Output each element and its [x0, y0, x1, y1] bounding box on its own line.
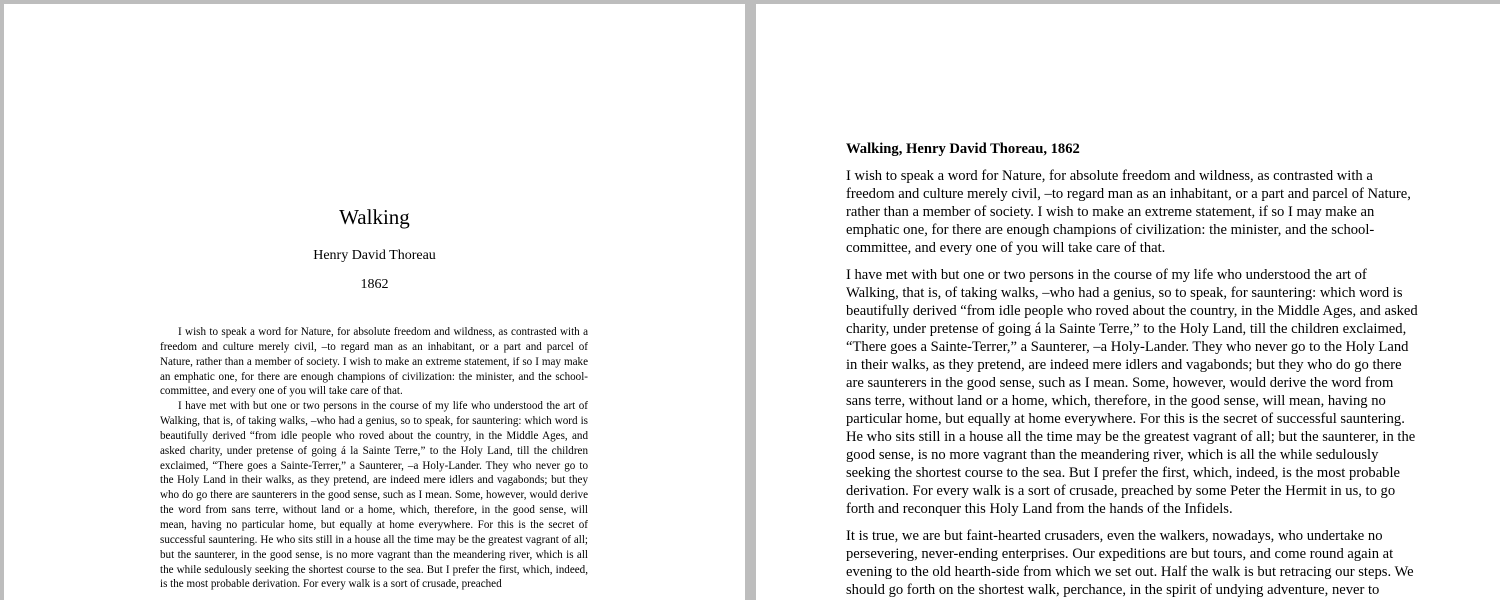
- right-page-body: [846, 167, 1422, 600]
- body-paragraph: I wish to speak a word for Nature, for absolute freedom and wildness, as contrasted with a freedom and culture merely civil, –to regard man as an inhabitant, or a part and parcel of Nature, rather than a member of society. I wish to make an extreme statement, if so I may make an emphatic one, for there are enough champions of civilization: the minister, and the school-committee, and every one of you will take care of that.: [160, 326, 588, 398]
- document-title: Walking: [339, 205, 410, 229]
- body-paragraph: It is true, we are but faint-hearted crusaders, even the walkers, nowadays, who undertake no persevering, never-ending enterprises. Our expeditions are but tours, and come round again at evening to the old hearth-side from which we set out. Half the walk is but retracing our steps. We should go forth on the shortest walk, perchance, in the spirit of undying adventure, never to: [846, 528, 1414, 598]
- document-author: Henry David Thoreau: [313, 248, 436, 263]
- left-page-body: [160, 325, 588, 592]
- body-paragraph: I have met with but one or two persons in the course of my life who understood the art of Walking, that is, of taking walks, –who had a genius, so to speak, for sauntering: which word is beautifully derived “from idle people who roved about the country, in the Middle Ages, and asked charity, under pretense of going á la Sainte Terre,” to the Holy Land, till the children exclaimed, “There goes a Sainte-Terrer,” a Saunterer, –a Holy-Lander. They who never go to the Holy Land in their walks, as they pretend, are indeed mere idlers and vagabonds; but they who do go there are saunterers in the good sense, such as I mean. Some, however, would derive the word from sans terre, without land or a home, which, therefore, in the good sense, will mean, having no particular home, but equally at home everywhere. For this is the secret of successful sauntering. He who sits still in a house all the time may be the greatest vagrant of all; but the saunterer, in the good sense, is no more vagrant than the meandering river, which is all the while sedulously seeking the shortest course to the sea. But I prefer the first, which, indeed, is the most probable derivation. For every walk is a sort of crusade, preached: [160, 400, 588, 591]
- reflow-page-right[interactable]: [756, 4, 1500, 600]
- pdf-page-left[interactable]: [4, 4, 745, 600]
- document-year: 1862: [360, 277, 389, 292]
- reflow-heading: Walking, Henry David Thoreau, 1862: [846, 141, 1080, 157]
- body-paragraph: I have met with but one or two persons in the course of my life who understood the art of Walking, that is, of taking walks, –who had a genius, so to speak, for sauntering: which word is beautifully derived “from idle people who roved about the country, in the Middle Ages, and asked charity, under pretense of going á la Sainte Terre,” to the Holy Land, till the children exclaimed, “There goes a Sainte-Terrer,” a Saunterer, –a Holy-Lander. They who never go to the Holy Land in their walks, as they pretend, are indeed mere idlers and vagabonds; but they who do go there are saunterers in the good sense, such as I mean. Some, however, would derive the word from sans terre, without land or a home, which, therefore, in the good sense, will mean, having no particular home, but equally at home everywhere. For this is the secret of successful sauntering. He who sits still in a house all the time may be the greatest vagrant of all; but the saunterer, in the good sense, is no more vagrant than the meandering river, which is all the while sedulously seeking the shortest course to the sea. But I prefer the first, which, indeed, is the most probable derivation. For every walk is a sort of crusade, preached by some Peter the Hermit in us, to go forth and reconquer this Holy Land from the hands of the Infidels.: [846, 267, 1418, 517]
- body-paragraph: I wish to speak a word for Nature, for absolute freedom and wildness, as contrasted with a freedom and culture merely civil, –to regard man as an inhabitant, or a part and parcel of Nature, rather than a member of society. I wish to make an extreme statement, if so I may make an emphatic one, for there are enough champions of civilization: the minister, and the school-committee, and every one of you will take care of that.: [846, 168, 1411, 256]
